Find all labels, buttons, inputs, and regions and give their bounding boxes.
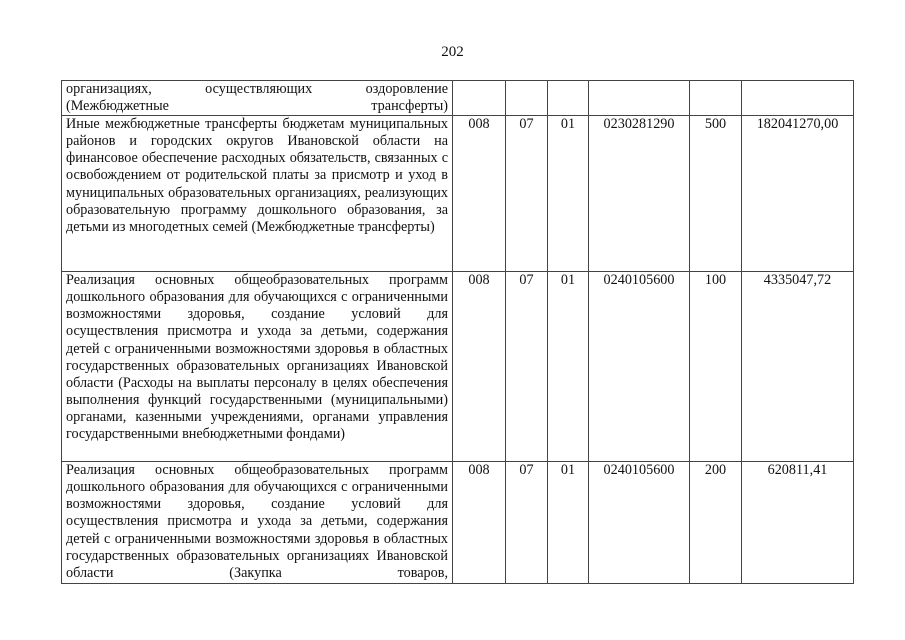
- cell-csr: 0230281290: [589, 116, 690, 272]
- cell-amount: 620811,41: [742, 462, 854, 584]
- cell-pr: [548, 81, 589, 116]
- table-row: [62, 272, 854, 462]
- row-description: Реализация основных общеобразовательных программ дошкольного образования для обучающихся с ограниченными возможностями здоровья, создание условий для осуществления присмотра и ухода за детьми, содержания детей с ограниченными возможностями здоровья в областных государственных образовательных организациях Ивановской области (Закупка товаров,: [62, 462, 453, 584]
- cell-pr: 01: [548, 272, 589, 462]
- cell-rz: [506, 81, 548, 116]
- cell-vr: 500: [690, 116, 742, 272]
- cell-gr: 008: [453, 272, 506, 462]
- table-row: [62, 116, 854, 272]
- cell-vr: 200: [690, 462, 742, 584]
- row-description: организациях, осуществляющих оздоровление (Межбюджетные трансферты): [62, 81, 453, 116]
- budget-table: [61, 80, 854, 584]
- row-description: Реализация основных общеобразовательных программ дошкольного образования для обучающихся с ограниченными возможностями здоровья, создание условий для осуществления присмотра и ухода за детьми, содержания детей с ограниченными возможностями здоровья в областных государственных образовательных организациях Ивановской области (Расходы на выплаты персоналу в целях обеспечения выполнения функций государственными (муниципальными) органами, казенными учреждениями, органами управления государственными внебюджетными фондами): [62, 272, 453, 462]
- cell-vr: 100: [690, 272, 742, 462]
- cell-rz: 07: [506, 116, 548, 272]
- table-row: [62, 462, 854, 584]
- cell-amount: 4335047,72: [742, 272, 854, 462]
- cell-amount: [742, 81, 854, 116]
- cell-csr: [589, 81, 690, 116]
- cell-pr: 01: [548, 462, 589, 584]
- cell-csr: 0240105600: [589, 272, 690, 462]
- cell-gr: [453, 81, 506, 116]
- cell-vr: [690, 81, 742, 116]
- cell-amount: 182041270,00: [742, 116, 854, 272]
- cell-pr: 01: [548, 116, 589, 272]
- cell-rz: 07: [506, 462, 548, 584]
- table-row: [62, 81, 854, 116]
- cell-gr: 008: [453, 462, 506, 584]
- cell-rz: 07: [506, 272, 548, 462]
- cell-csr: 0240105600: [589, 462, 690, 584]
- page-number: 202: [441, 44, 464, 60]
- row-description: Иные межбюджетные трансферты бюджетам муниципальных районов и городских округов Ивановской области на финансовое обеспечение расходных обязательств, связанных с освобождением от родительской платы за присмотр и уход в муниципальных образовательных организациях, реализующих образовательную программу дошкольного образования, за детьми из многодетных семей (Межбюджетные трансферты): [62, 116, 453, 272]
- cell-gr: 008: [453, 116, 506, 272]
